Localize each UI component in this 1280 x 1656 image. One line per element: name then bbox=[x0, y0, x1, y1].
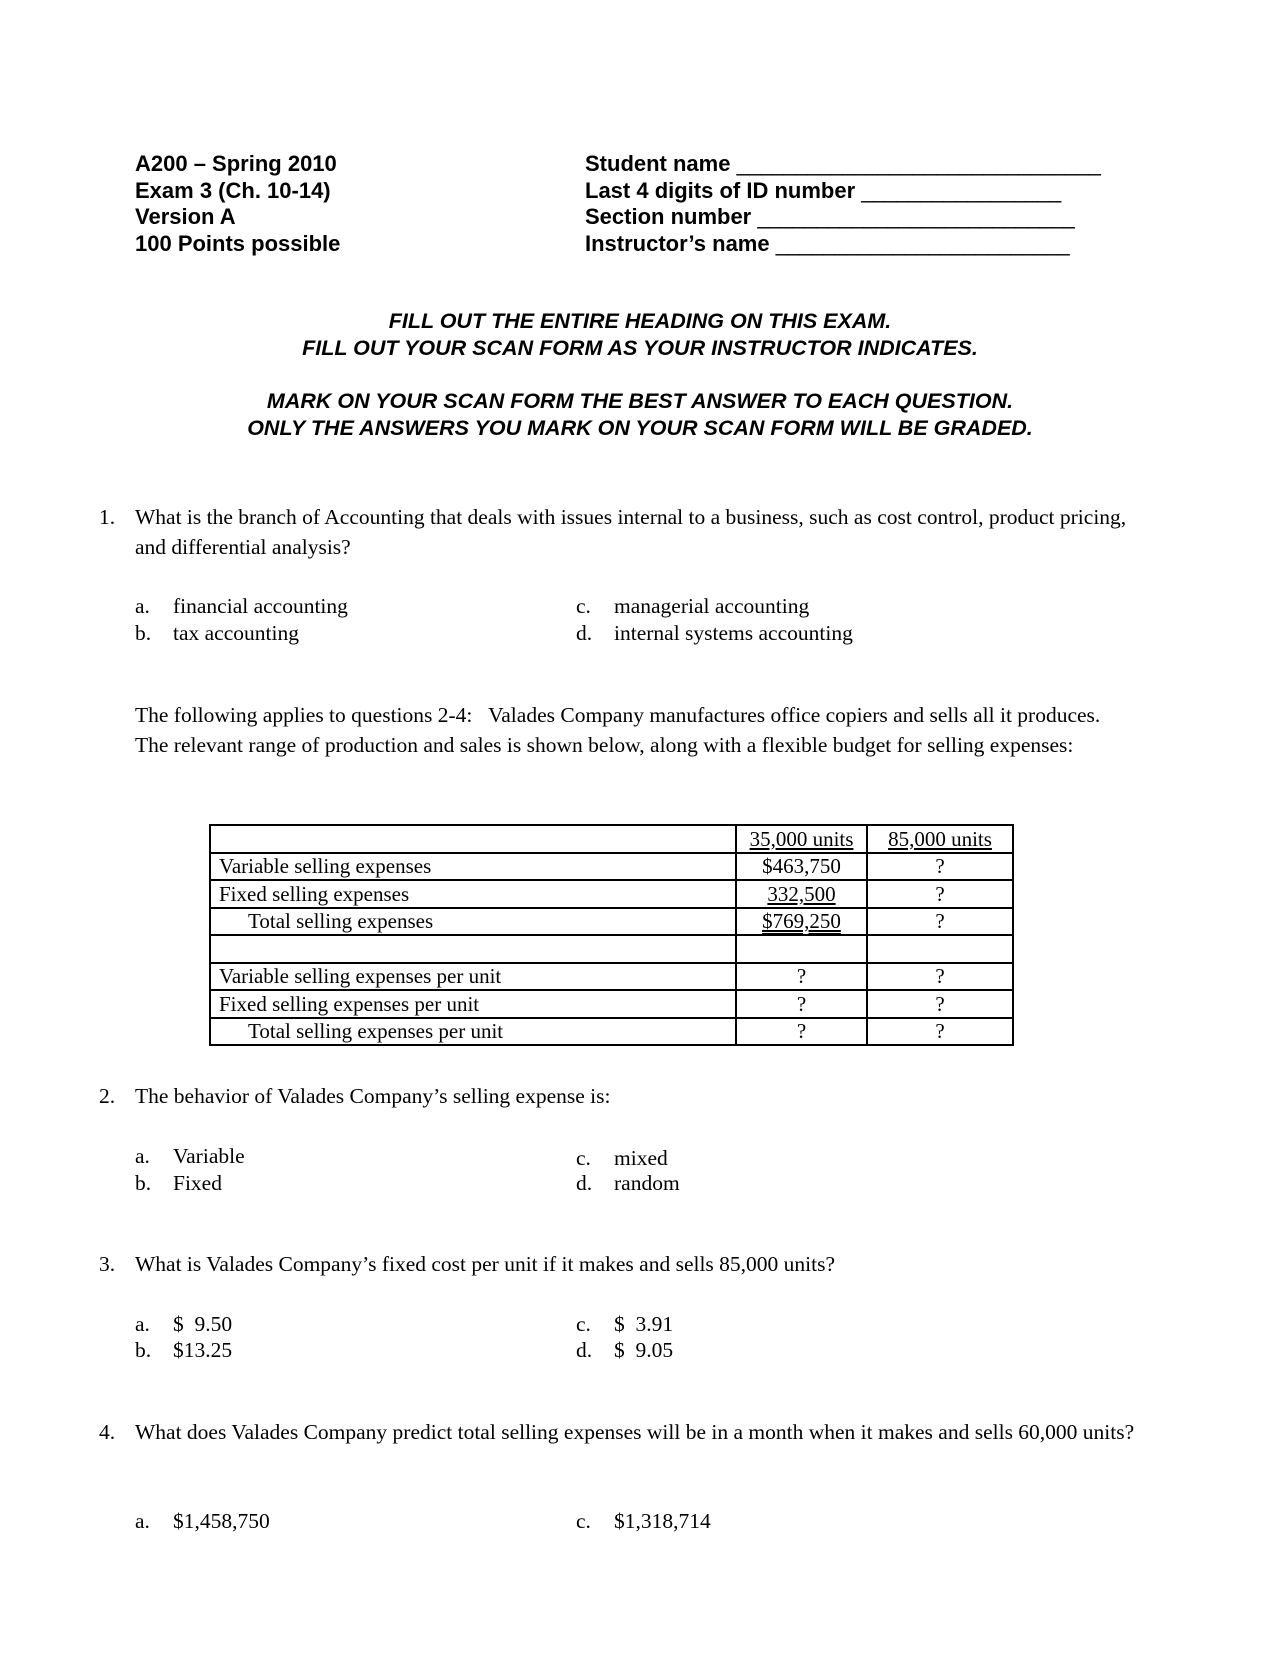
table-cell: ? bbox=[867, 880, 1013, 908]
row-label: Fixed selling expenses per unit bbox=[210, 990, 736, 1018]
q4-option-c[interactable]: c. $1,318,714 bbox=[576, 1509, 711, 1533]
table-cell: ? bbox=[736, 990, 867, 1018]
row-label: Fixed selling expenses bbox=[210, 880, 736, 908]
instruction-line: MARK ON YOUR SCAN FORM THE BEST ANSWER TO EACH QUESTION. bbox=[266, 389, 1014, 413]
row-label: Variable selling expenses per unit bbox=[210, 963, 736, 991]
exam-version: Version A bbox=[135, 204, 236, 229]
row-label: Total selling expenses bbox=[210, 908, 736, 936]
question-4-text: What does Valades Company predict total selling expenses will be in a month when it makes and sells 60,000 units? bbox=[135, 1420, 1135, 1444]
question-2-text: The behavior of Valades Company’s selling expense is: bbox=[135, 1084, 611, 1108]
q1-option-d[interactable]: d. internal systems accounting bbox=[576, 621, 853, 645]
question-3-text: What is Valades Company’s fixed cost per unit if it makes and sells 85,000 units? bbox=[135, 1252, 836, 1276]
table-header-row bbox=[210, 825, 1013, 853]
table-cell: ? bbox=[867, 963, 1013, 991]
row-label: Variable selling expenses bbox=[210, 853, 736, 881]
q3-option-a[interactable]: a. $ 9.50 bbox=[135, 1312, 233, 1336]
instruction-line: ONLY THE ANSWERS YOU MARK ON YOUR SCAN FORM WILL BE GRADED. bbox=[247, 415, 1033, 440]
table-cell: 332,500 bbox=[736, 880, 867, 908]
row-label: Total selling expenses per unit bbox=[210, 1018, 736, 1046]
points-possible: 100 Points possible bbox=[135, 230, 341, 256]
table-cell bbox=[210, 935, 736, 963]
q3-option-d[interactable]: d. $ 9.05 bbox=[576, 1338, 674, 1362]
course-term: A200 – Spring 2010 bbox=[135, 151, 337, 176]
table-spacer-row bbox=[210, 935, 1013, 963]
table-cell bbox=[867, 935, 1013, 963]
q4-option-a[interactable]: a. $1,458,750 bbox=[135, 1509, 270, 1533]
id-digits-field[interactable]: Last 4 digits of ID number _________________ bbox=[585, 177, 1061, 203]
table-cell bbox=[736, 935, 867, 963]
instruction-line: FILL OUT THE ENTIRE HEADING ON THIS EXAM. bbox=[388, 309, 892, 333]
table-row bbox=[210, 908, 1013, 936]
scan-form-instructions bbox=[0, 388, 1280, 441]
q2-option-d[interactable]: d. random bbox=[576, 1171, 680, 1195]
table-cell: $463,750 bbox=[736, 853, 867, 881]
table-cell bbox=[210, 825, 736, 853]
table-cell: ? bbox=[736, 1018, 867, 1046]
table-cell: ? bbox=[736, 963, 867, 991]
exam-title: Exam 3 (Ch. 10-14) bbox=[135, 177, 331, 203]
q1-option-c[interactable]: c. managerial accounting bbox=[576, 594, 810, 618]
student-info-fields bbox=[585, 151, 1125, 257]
table-row bbox=[210, 1018, 1013, 1046]
exam-info bbox=[135, 151, 555, 257]
heading-instructions bbox=[0, 308, 1280, 361]
table-cell: $769,250 bbox=[736, 908, 867, 936]
question-number: 3. bbox=[99, 1252, 116, 1276]
instruction-line: FILL OUT YOUR SCAN FORM AS YOUR INSTRUCTOR INDICATES. bbox=[302, 335, 978, 360]
section-number-field[interactable]: Section number ___________________________ bbox=[585, 204, 1075, 229]
table-header-cell: 85,000 units bbox=[867, 825, 1013, 853]
q2-option-c[interactable]: c. mixed bbox=[576, 1146, 668, 1170]
table-cell: ? bbox=[867, 990, 1013, 1018]
student-name-field[interactable]: Student name _______________________________ bbox=[585, 151, 1101, 176]
table-cell: ? bbox=[867, 908, 1013, 936]
q1-option-b[interactable]: b. tax accounting bbox=[135, 621, 299, 645]
table-row bbox=[210, 990, 1013, 1018]
scenario-text: The following applies to questions 2-4: Valades Company manufactures office copiers and sells all it produces. The relevant range of production and sales is shown below, along with a flexible budget for selling expenses: bbox=[135, 703, 1117, 757]
instructor-name-field[interactable]: Instructor’s name _________________________ bbox=[585, 230, 1070, 256]
table-header-cell: 35,000 units bbox=[736, 825, 867, 853]
q2-option-b[interactable]: b. Fixed bbox=[135, 1171, 222, 1195]
question-number: 4. bbox=[99, 1420, 116, 1444]
question-number: 2. bbox=[99, 1084, 116, 1108]
question-1-text: What is the branch of Accounting that deals with issues internal to a business, such as cost control, product pricing, and differential analysis? bbox=[135, 505, 1127, 559]
q3-option-c[interactable]: c. $ 3.91 bbox=[576, 1312, 674, 1336]
q2-option-a[interactable]: a. Variable bbox=[135, 1144, 245, 1168]
q3-option-b[interactable]: b. $13.25 bbox=[135, 1338, 233, 1362]
q1-option-a[interactable]: a. financial accounting bbox=[135, 594, 348, 618]
table-cell: ? bbox=[867, 1018, 1013, 1046]
table-cell: ? bbox=[867, 853, 1013, 881]
table-row bbox=[210, 853, 1013, 881]
table-row bbox=[210, 963, 1013, 991]
flexible-budget-table bbox=[209, 824, 1014, 1046]
question-number: 1. bbox=[99, 505, 116, 529]
table-row bbox=[210, 880, 1013, 908]
